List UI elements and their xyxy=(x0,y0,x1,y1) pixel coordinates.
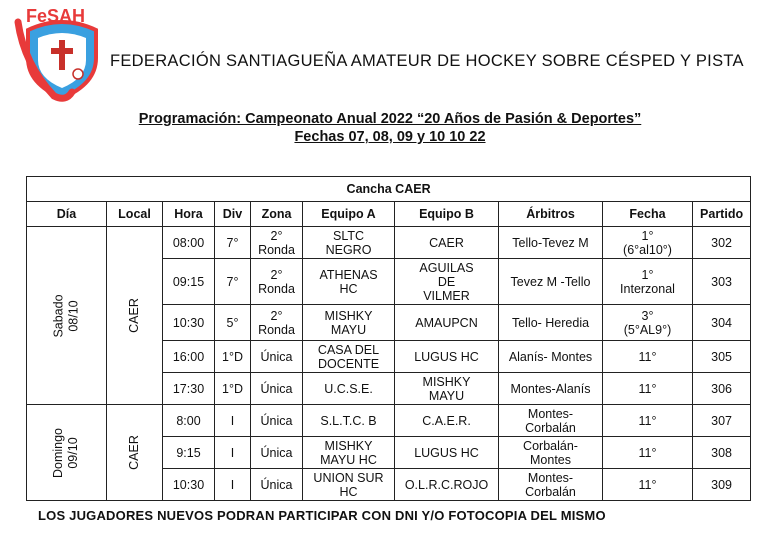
match-number-cell: 307 xyxy=(693,405,751,437)
time-cell: 10:30 xyxy=(163,305,215,341)
local-label: CAER xyxy=(126,298,141,333)
team-a-cell: MISHKY MAYU HC xyxy=(303,437,395,469)
column-header: Árbitros xyxy=(499,202,603,227)
zone-cell: Única xyxy=(251,405,303,437)
time-cell: 17:30 xyxy=(163,373,215,405)
match-number-cell: 304 xyxy=(693,305,751,341)
team-b-cell: O.L.R.C.ROJO xyxy=(395,469,499,501)
team-a-cell: S.L.T.C. B xyxy=(303,405,395,437)
time-cell: 09:15 xyxy=(163,259,215,305)
column-header: Div xyxy=(215,202,251,227)
round-cell: 11° xyxy=(603,373,693,405)
team-a-cell: SLTC NEGRO xyxy=(303,227,395,259)
referees-cell: Tevez M -Tello xyxy=(499,259,603,305)
team-b-cell: CAER xyxy=(395,227,499,259)
zone-cell: 2° Ronda xyxy=(251,305,303,341)
match-number-cell: 302 xyxy=(693,227,751,259)
team-b-cell: LUGUS HC xyxy=(395,437,499,469)
program-title: Programación: Campeonato Anual 2022 “20 Años de Pasión & Deportes” xyxy=(138,111,642,127)
round-cell: 11° xyxy=(603,469,693,501)
column-header: Partido xyxy=(693,202,751,227)
org-title: FEDERACIÓN SANTIAGUEÑA AMATEUR DE HOCKEY SOBRE CÉSPED Y PISTA xyxy=(110,52,744,70)
team-b-cell: C.A.E.R. xyxy=(395,405,499,437)
logo-text: FeSAH xyxy=(26,6,86,26)
program-dates: Fechas 07, 08, 09 y 10 10 22 xyxy=(294,129,486,145)
team-b-cell: LUGUS HC xyxy=(395,341,499,373)
local-label: CAER xyxy=(126,435,141,470)
footer-note: LOS JUGADORES NUEVOS PODRAN PARTICIPAR CON DNI Y/O FOTOCOPIA DEL MISMO xyxy=(38,508,606,523)
time-cell: 9:15 xyxy=(163,437,215,469)
round-cell: 11° xyxy=(603,437,693,469)
zone-cell: Única xyxy=(251,341,303,373)
zone-cell: Única xyxy=(251,373,303,405)
referees-cell: Tello- Heredia xyxy=(499,305,603,341)
referees-cell: Alanís- Montes xyxy=(499,341,603,373)
round-cell: 11° xyxy=(603,341,693,373)
division-cell: 1°D xyxy=(215,373,251,405)
time-cell: 8:00 xyxy=(163,405,215,437)
time-cell: 10:30 xyxy=(163,469,215,501)
team-b-cell: AMAUPCN xyxy=(395,305,499,341)
zone-cell: 2° Ronda xyxy=(251,227,303,259)
division-cell: I xyxy=(215,469,251,501)
day-label: Domingo 09/10 xyxy=(51,427,81,478)
round-cell: 1° Interzonal xyxy=(603,259,693,305)
time-cell: 16:00 xyxy=(163,341,215,373)
match-number-cell: 308 xyxy=(693,437,751,469)
division-cell: I xyxy=(215,405,251,437)
zone-cell: 2° Ronda xyxy=(251,259,303,305)
referees-cell: Montes-Alanís xyxy=(499,373,603,405)
local-cell xyxy=(107,227,163,405)
team-b-cell: AGUILAS DE VILMER xyxy=(395,259,499,305)
fesah-logo xyxy=(14,4,110,104)
match-number-cell: 306 xyxy=(693,373,751,405)
match-number-cell: 305 xyxy=(693,341,751,373)
cancha-header: Cancha CAER xyxy=(27,177,751,202)
referees-cell: Corbalán- Montes xyxy=(499,437,603,469)
zone-cell: Única xyxy=(251,469,303,501)
table-row xyxy=(27,227,751,259)
round-cell: 1° (6°al10°) xyxy=(603,227,693,259)
division-cell: 7° xyxy=(215,259,251,305)
match-number-cell: 309 xyxy=(693,469,751,501)
division-cell: 7° xyxy=(215,227,251,259)
division-cell: I xyxy=(215,437,251,469)
column-header: Día xyxy=(27,202,107,227)
schedule-table xyxy=(26,176,751,501)
column-header: Fecha xyxy=(603,202,693,227)
column-header: Equipo A xyxy=(303,202,395,227)
team-a-cell: CASA DEL DOCENTE xyxy=(303,341,395,373)
day-cell xyxy=(27,405,107,501)
table-row xyxy=(27,405,751,437)
division-cell: 5° xyxy=(215,305,251,341)
team-b-cell: MISHKY MAYU xyxy=(395,373,499,405)
local-cell xyxy=(107,405,163,501)
division-cell: 1°D xyxy=(215,341,251,373)
column-header: Equipo B xyxy=(395,202,499,227)
column-header: Hora xyxy=(163,202,215,227)
team-a-cell: UNION SUR HC xyxy=(303,469,395,501)
column-header: Local xyxy=(107,202,163,227)
day-label: Sabado 08/10 xyxy=(51,293,81,338)
referees-cell: Montes- Corbalán xyxy=(499,405,603,437)
team-a-cell: ATHENAS HC xyxy=(303,259,395,305)
referees-cell: Montes- Corbalán xyxy=(499,469,603,501)
day-cell xyxy=(27,227,107,405)
column-header: Zona xyxy=(251,202,303,227)
zone-cell: Única xyxy=(251,437,303,469)
team-a-cell: U.C.S.E. xyxy=(303,373,395,405)
round-cell: 11° xyxy=(603,405,693,437)
referees-cell: Tello-Tevez M xyxy=(499,227,603,259)
time-cell: 08:00 xyxy=(163,227,215,259)
team-a-cell: MISHKY MAYU xyxy=(303,305,395,341)
match-number-cell: 303 xyxy=(693,259,751,305)
round-cell: 3° (5°AL9°) xyxy=(603,305,693,341)
